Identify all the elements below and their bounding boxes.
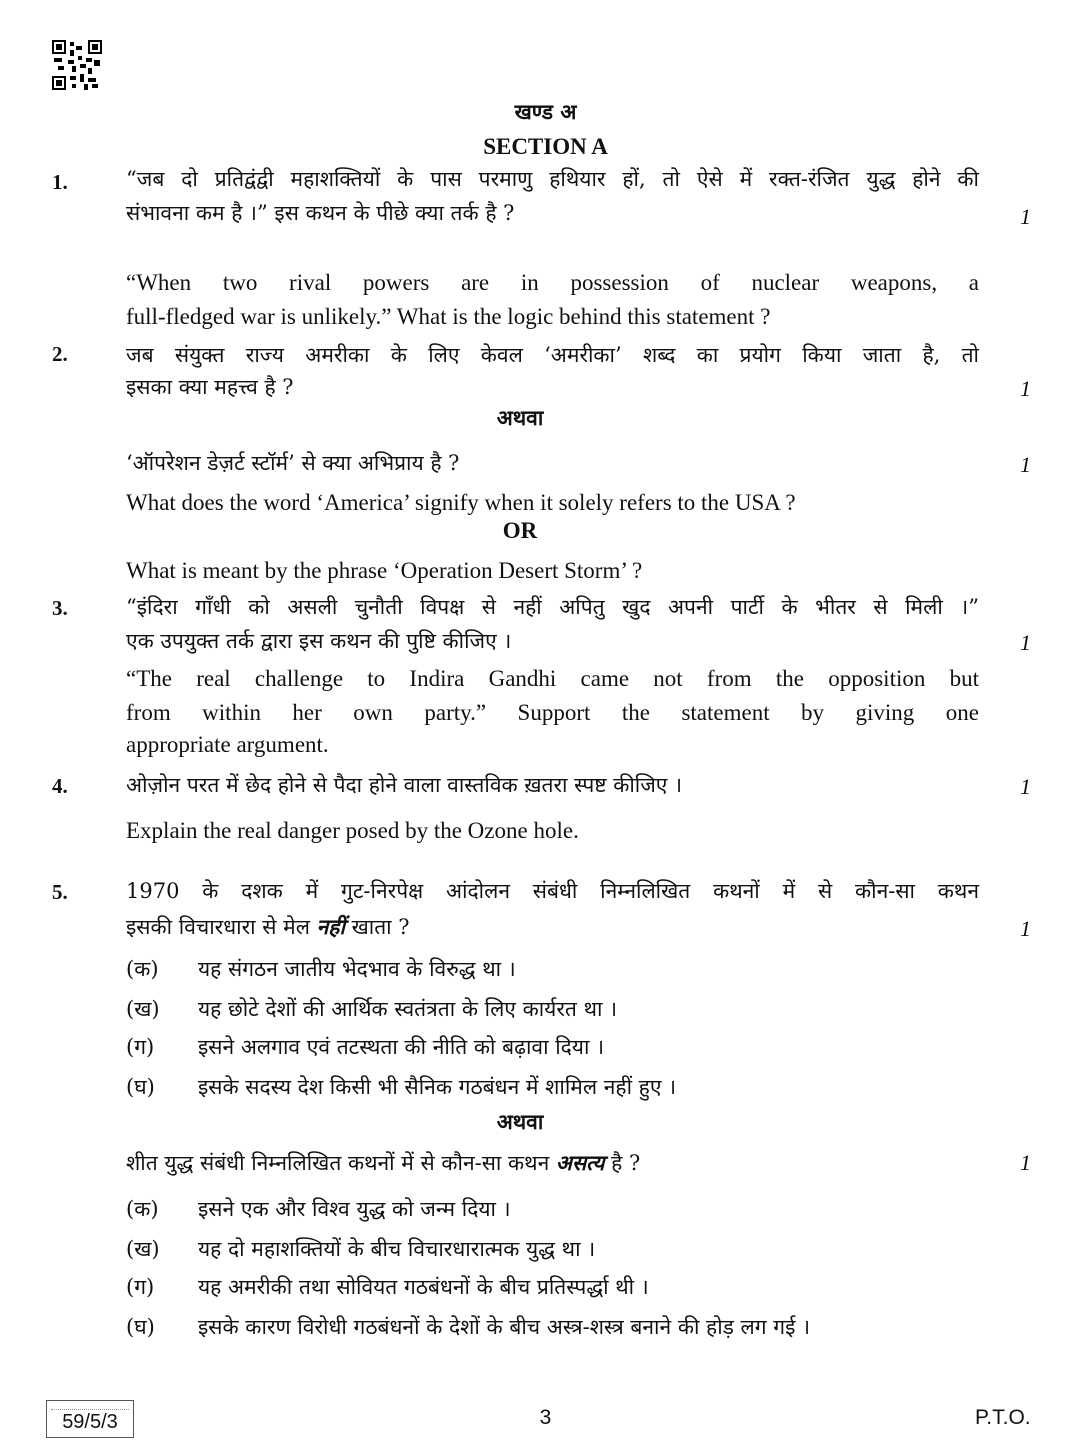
option-text: यह छोटे देशों की आर्थिक स्वतंत्रता के लिए कार्यरत था । xyxy=(198,997,618,1021)
option-item xyxy=(126,954,516,984)
question-text-hindi xyxy=(126,912,410,942)
or-separator-hindi: अथवा xyxy=(496,405,544,430)
option-item xyxy=(126,1194,511,1224)
question-text-english: full-fledged war is unlikely.” What is the logic behind this statement ? xyxy=(126,304,771,329)
question-text-hindi: “जब दो प्रतिद्वंद्वी महाशक्तियों के पास परमाणु हथियार हों, तो ऐसे में रक्त-रंजित युद्ध होने की xyxy=(126,167,979,191)
option-label: (घ) xyxy=(126,1075,155,1099)
page-number: 3 xyxy=(539,1406,552,1429)
question-text-hindi xyxy=(126,1148,640,1178)
question-number: 5. xyxy=(52,880,68,904)
pto-label: P.T.O. xyxy=(975,1406,1031,1429)
question-text-hindi: ओज़ोन परत में छेद होने से पैदा होने वाला वास्तविक ख़तरा स्पष्ट कीजिए । xyxy=(126,773,683,797)
qr-code-icon xyxy=(52,40,102,90)
question-text-hindi: ‘ऑपरेशन डेज़र्ट स्टॉर्म’ से क्या अभिप्राय है ? xyxy=(126,451,460,475)
option-label: (क) xyxy=(126,1197,159,1221)
marks: 1 xyxy=(1020,774,1031,799)
emphasis-word: नहीं xyxy=(316,914,345,939)
option-text: इसने एक और विश्व युद्ध को जन्म दिया । xyxy=(198,1197,511,1221)
marks: 1 xyxy=(1020,916,1031,941)
option-label: (ख) xyxy=(126,997,160,1021)
question-text-hindi: जब संयुक्त राज्य अमरीका के लिए केवल ‘अमरीका’ शब्द का प्रयोग किया जाता है, तो xyxy=(126,343,979,367)
option-label: (ख) xyxy=(126,1237,160,1261)
question-text-english: What does the word ‘America’ signify when it solely refers to the USA ? xyxy=(126,490,796,515)
emphasis-word: असत्य xyxy=(555,1150,605,1175)
option-item xyxy=(126,1272,649,1302)
option-label: (ग) xyxy=(126,1275,155,1299)
marks: 1 xyxy=(1020,452,1031,477)
question-number: 4. xyxy=(52,774,68,798)
option-text: यह संगठन जातीय भेदभाव के विरुद्ध था । xyxy=(198,957,516,981)
question-text-part: इसकी विचारधारा से मेल xyxy=(126,915,310,939)
paper-code: 59/5/3 xyxy=(62,1411,118,1433)
section-title-english: SECTION A xyxy=(483,134,608,159)
marks: 1 xyxy=(1020,204,1031,229)
option-text: इसके सदस्य देश किसी भी सैनिक गठबंधन में शामिल नहीं हुए । xyxy=(198,1075,677,1099)
question-number: 3. xyxy=(52,596,68,620)
option-text: यह दो महाशक्तियों के बीच विचारधारात्मक युद्ध था । xyxy=(198,1237,596,1261)
question-text-english: from within her own party.” Support the statement by giving one xyxy=(126,700,979,725)
question-number: 2. xyxy=(52,342,68,366)
option-text: इसके कारण विरोधी गठबंधनों के देशों के बीच अस्त्र-शस्त्र बनाने की होड़ लग गई । xyxy=(198,1315,811,1339)
question-text-part: शीत युद्ध संबंधी निम्नलिखित कथनों में से कौन-सा कथन xyxy=(126,1151,550,1175)
question-text-english: Explain the real danger posed by the Ozone hole. xyxy=(126,818,579,843)
question-text-hindi: एक उपयुक्त तर्क द्वारा इस कथन की पुष्टि कीजिए । xyxy=(126,629,512,653)
question-text-english: What is meant by the phrase ‘Operation Desert Storm’ ? xyxy=(126,558,643,583)
option-text: इसने अलगाव एवं तटस्थता की नीति को बढ़ावा दिया । xyxy=(198,1035,605,1059)
marks: 1 xyxy=(1020,630,1031,655)
question-text-hindi: संभावना कम है ।” इस कथन के पीछे क्या तर्क है ? xyxy=(126,201,515,225)
option-item xyxy=(126,1234,595,1264)
section-title-hindi: खण्ड अ xyxy=(514,99,577,124)
option-label: (क) xyxy=(126,957,159,981)
option-label: (घ) xyxy=(126,1315,155,1339)
question-text-part: है ? xyxy=(611,1151,641,1175)
question-text-hindi: “इंदिरा गाँधी को असली चुनौती विपक्ष से नहीं अपितु खुद अपनी पार्टी के भीतर से मिली ।” xyxy=(126,595,979,619)
or-separator-hindi: अथवा xyxy=(496,1109,544,1134)
option-item xyxy=(126,994,617,1024)
option-text: यह अमरीकी तथा सोवियत गठबंधनों के बीच प्रतिस्पर्द्धा थी । xyxy=(198,1275,649,1299)
question-number: 1. xyxy=(52,170,68,194)
question-text-part: खाता ? xyxy=(351,915,410,939)
question-text-hindi: 1970 के दशक में गुट-निरपेक्ष आंदोलन संबंधी निम्नलिखित कथनों में से कौन-सा कथन xyxy=(126,879,979,903)
question-text-english: appropriate argument. xyxy=(126,732,329,757)
option-label: (ग) xyxy=(126,1035,155,1059)
option-item xyxy=(126,1072,676,1102)
question-text-hindi: इसका क्या महत्त्व है ? xyxy=(126,375,294,399)
option-item xyxy=(126,1312,810,1342)
marks: 1 xyxy=(1020,1150,1031,1175)
marks: 1 xyxy=(1020,376,1031,401)
or-separator-english: OR xyxy=(502,518,538,543)
question-text-english: “When two rival powers are in possession of nuclear weapons, a xyxy=(126,270,979,295)
question-text-english: “The real challenge to Indira Gandhi came not from the opposition but xyxy=(126,666,979,691)
option-item xyxy=(126,1032,604,1062)
